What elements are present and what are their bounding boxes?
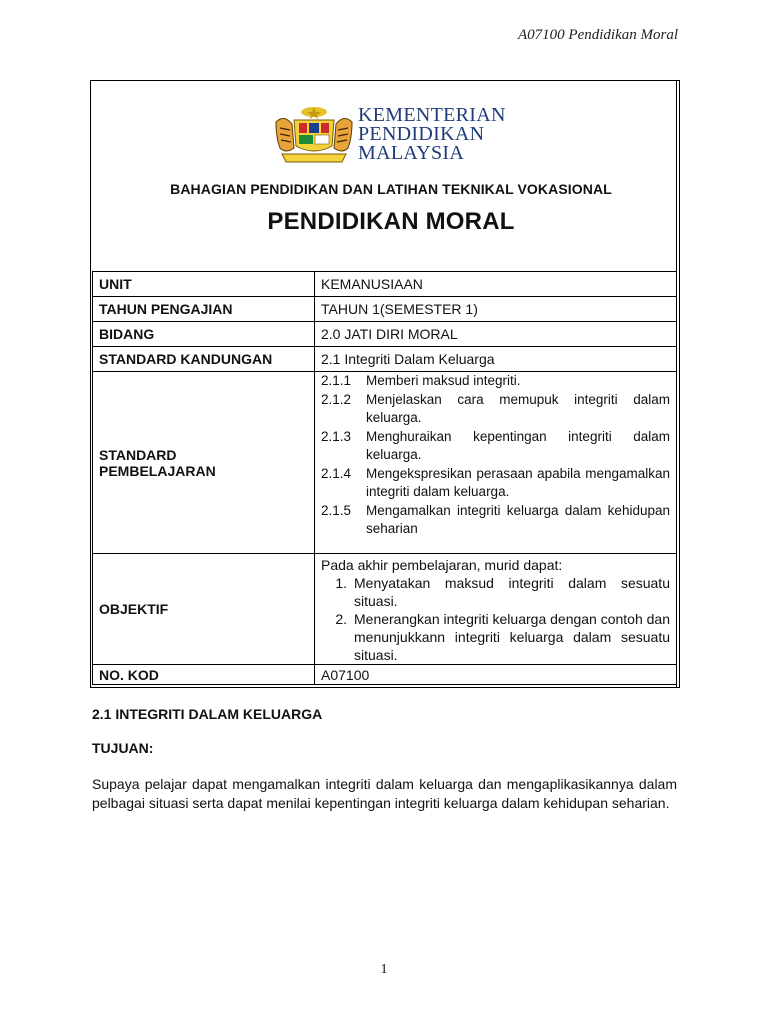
malaysia-coat-of-arms-icon bbox=[272, 104, 356, 166]
year-value: TAHUN 1(SEMESTER 1) bbox=[315, 297, 677, 322]
code-label: NO. KOD bbox=[93, 665, 315, 685]
ministry-logo bbox=[272, 104, 512, 166]
content-standard-label: STANDARD KANDUNGAN bbox=[93, 347, 315, 372]
ministry-line-1: KEMENTERIAN bbox=[358, 104, 506, 126]
aim-heading: TUJUAN: bbox=[92, 740, 154, 756]
list-item bbox=[321, 428, 670, 465]
item-number: 1. bbox=[335, 575, 347, 591]
agency-name: BAHAGIAN PENDIDIKAN DAN LATIHAN TEKNIKAL VOKASIONAL bbox=[170, 181, 612, 197]
table-row bbox=[93, 297, 677, 322]
field-label: BIDANG bbox=[93, 322, 315, 347]
objective-cell bbox=[315, 554, 677, 665]
item-number: 2.1.4 bbox=[321, 465, 352, 481]
module-info-table bbox=[92, 271, 677, 685]
ministry-name bbox=[358, 106, 506, 163]
item-number: 2.1.5 bbox=[321, 502, 352, 518]
table-row bbox=[93, 372, 677, 554]
table-row bbox=[93, 347, 677, 372]
item-number: 2.1.1 bbox=[321, 373, 352, 388]
item-number: 2. bbox=[335, 611, 347, 627]
learning-standard-list bbox=[321, 372, 670, 539]
learning-standard-label-line-1: STANDARD bbox=[99, 446, 177, 463]
ministry-line-3: MALAYSIA bbox=[358, 142, 465, 164]
item-text: Menyatakan maksud integriti dalam sesuatu situasi. bbox=[354, 575, 670, 609]
list-item bbox=[321, 391, 670, 428]
section-title: 2.1 INTEGRITI DALAM KELUARGA bbox=[92, 706, 323, 722]
list-item bbox=[321, 502, 670, 539]
item-text: Memberi maksud integriti. bbox=[366, 373, 521, 388]
ministry-line-2: PENDIDIKAN bbox=[358, 123, 485, 145]
table-row bbox=[93, 665, 677, 685]
year-label: TAHUN PENGAJIAN bbox=[93, 297, 315, 322]
list-item bbox=[321, 574, 670, 610]
aim-paragraph: Supaya pelajar dapat mengamalkan integriti dalam keluarga dan mengaplikasikannya dalam pelbagai situasi serta dapat menilai kepentingan integriti keluarga dalam kehidupan seharian. bbox=[92, 776, 677, 811]
code-value: A07100 bbox=[315, 665, 677, 685]
item-number: 2.1.2 bbox=[321, 391, 352, 407]
item-number: 2.1.3 bbox=[321, 428, 352, 444]
content-standard-value: 2.1 Integriti Dalam Keluarga bbox=[315, 347, 677, 372]
table-row bbox=[93, 322, 677, 347]
list-item bbox=[321, 372, 670, 391]
field-value: 2.0 JATI DIRI MORAL bbox=[315, 322, 677, 347]
table-row bbox=[93, 554, 677, 665]
item-text: Mengekspresikan perasaan apabila mengamalkan integriti dalam keluarga. bbox=[366, 465, 670, 499]
list-item bbox=[321, 465, 670, 502]
learning-standard-label bbox=[93, 372, 315, 554]
page-number: 1 bbox=[380, 962, 388, 977]
learning-standard-list-cell bbox=[315, 372, 677, 554]
objective-label: OBJEKTIF bbox=[93, 554, 315, 665]
unit-value: KEMANUSIAAN bbox=[315, 272, 677, 297]
table-row bbox=[93, 272, 677, 297]
frame-divider bbox=[90, 687, 680, 688]
objective-intro: Pada akhir pembelajaran, murid dapat: bbox=[321, 557, 563, 573]
unit-label: UNIT bbox=[93, 272, 315, 297]
list-item bbox=[321, 610, 670, 664]
objective-list bbox=[321, 574, 670, 664]
item-text: Menghuraikan kepentingan integriti dalam keluarga. bbox=[366, 428, 670, 462]
learning-standard-label-line-2: PEMBELAJARAN bbox=[99, 462, 216, 479]
item-text: Menjelaskan cara memupuk integriti dalam keluarga. bbox=[366, 391, 670, 425]
item-text: Menerangkan integriti keluarga dengan contoh dan menunjukkann integriti keluarga dalam sesuatu situasi. bbox=[354, 611, 671, 663]
item-text: Mengamalkan integriti keluarga dalam kehidupan seharian bbox=[366, 502, 670, 536]
subject-title: PENDIDIKAN MORAL bbox=[267, 208, 515, 235]
running-header: A07100 Pendidikan Moral bbox=[518, 27, 678, 43]
